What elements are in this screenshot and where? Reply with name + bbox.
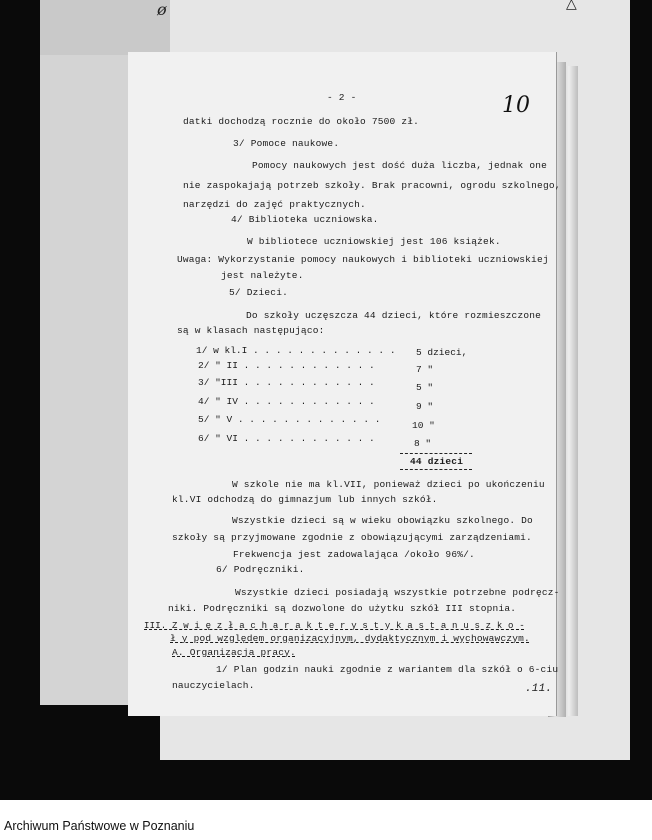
text-line: Wszystkie dzieci posiadają wszystkie potrzebne podręcz- [235,587,560,598]
section-heading: 5/ Dzieci. [229,287,289,298]
chapter-heading-cont: ł y pod względem organizacyjnym, dydaktycznym i wychowawczym. [170,633,530,644]
class-row-count: 8 " [414,438,432,449]
text-line: kl.VI odchodzą do gimnazjum lub innych szkół. [172,494,438,505]
total-count: 44 dzieci [410,456,464,467]
class-row-count: 7 " [416,364,434,375]
corner-mark: ø [157,0,167,19]
text-line: W bibliotece uczniowskiej jest 106 książek. [247,236,501,247]
section-heading: 3/ Pomoce naukowe. [233,138,340,149]
class-row-count: 10 " [412,420,435,431]
chapter-heading: III. Z w i ę z ł a c h a r a k t e r y s t y k a s t a n u s z k o - [144,621,525,631]
left-sheet-top [40,0,170,55]
class-row-count: 5 dzieci, [416,347,468,358]
text-line: Wszystkie dzieci są w wieku obowiązku szkolnego. Do [232,515,533,526]
class-row-label: 1/ w kl.I . . . . . . . . . . . . . [196,345,396,356]
text-line: szkoły są przyjmowane zgodnie z obowiązującymi zarządzeniami. [172,532,532,543]
folio-number: 10 [502,93,530,118]
text-line: nauczycielach. [172,680,255,691]
class-row-count: 9 " [416,401,434,412]
section-heading: 6/ Podręczniki. [216,564,305,575]
text-line: nie zaspokajają potrzeb szkoły. Brak pracowni, ogrodu szkolnego, [183,180,561,191]
corner-mark-right: △ [566,0,577,12]
text-line: Uwaga: Wykorzystanie pomocy naukowych i biblioteki uczniowskiej [177,254,549,265]
text-line: datki dochodzą rocznie do około 7500 zł. [183,116,420,127]
text-line: 1/ Plan godzin nauki zgodnie z wariantem dla szkół o 6-ciu [216,664,559,675]
total-rule [400,453,472,454]
class-row-count: 5 " [416,382,434,393]
class-row-label: 5/ " V . . . . . . . . . . . . . [198,414,381,425]
text-line: są w klasach następująco: [177,325,325,336]
class-row-label: 6/ " VI . . . . . . . . . . . . [198,433,375,444]
text-line: narzędzi do zajęć praktycznych. [183,199,366,210]
archive-name: Archiwum Państwowe w Poznaniu [4,819,195,833]
text-line: niki. Podręczniki są dozwolone do użytku szkół III stopnia. [168,603,517,614]
footer-bar [0,800,652,840]
class-row-label: 4/ " IV . . . . . . . . . . . . [198,396,375,407]
text-line: Frekwencja jest zadowalająca /około 96%/. [233,549,475,560]
class-row-label: 2/ " II . . . . . . . . . . . . [198,360,375,371]
continuation-mark: .11. [525,683,553,695]
total-rule-double [400,469,472,470]
text-line: Pomocy naukowych jest dość duża liczba, jednak one [252,160,548,171]
text-line: jest należyte. [221,270,304,281]
text-line: Do szkoły uczęszcza 44 dzieci, które rozmieszczone [246,310,542,321]
page-number: - 2 - [327,92,357,103]
section-heading: 4/ Biblioteka uczniowska. [231,214,379,225]
text-line: W szkole nie ma kl.VII, ponieważ dzieci po ukończeniu [232,479,545,490]
subsection-heading: A. Organizacja pracy. [172,647,296,658]
class-row-label: 3/ "III . . . . . . . . . . . . [198,377,375,388]
